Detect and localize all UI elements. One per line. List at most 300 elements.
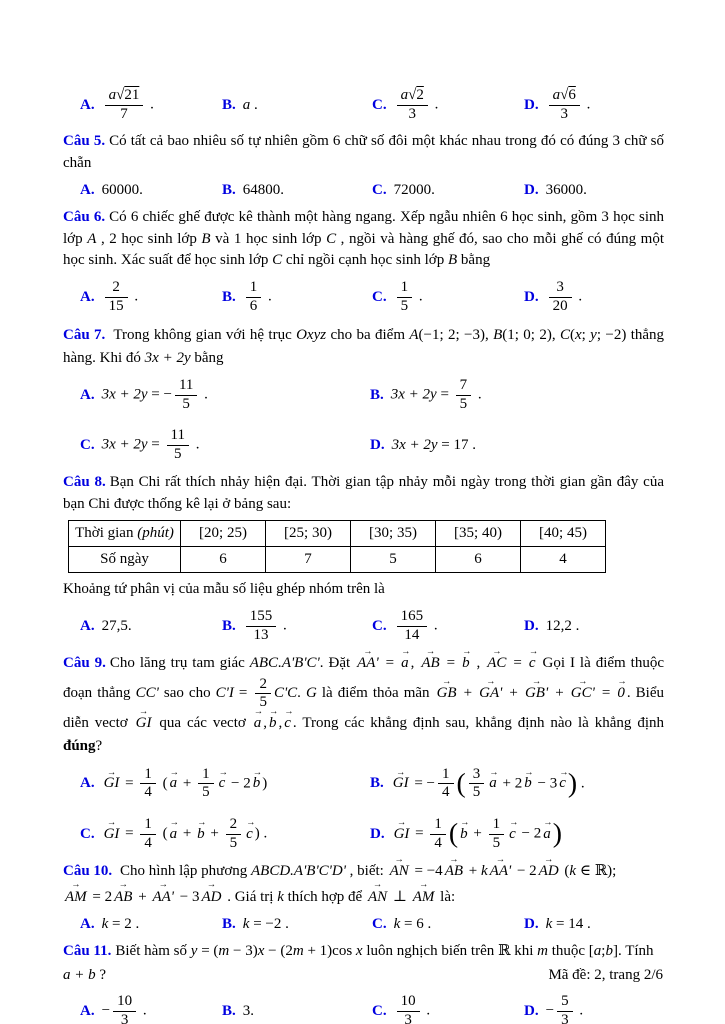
text: = — [596, 685, 616, 702]
denominator: 5 — [259, 694, 267, 711]
option-value — [546, 993, 583, 1024]
vector-aa: AA' → — [490, 860, 512, 883]
option-label: C. — [80, 437, 95, 454]
text: ) — [262, 775, 268, 792]
text: . — [422, 1002, 431, 1019]
option-value — [243, 97, 258, 114]
question-10-line2 — [63, 886, 664, 909]
math-var: A — [409, 326, 419, 343]
text: = — [508, 655, 527, 672]
math-var: 3x + 2y — [101, 437, 148, 453]
denominator: 4 — [144, 784, 152, 801]
math-var: 3x + 2y — [101, 386, 148, 403]
text: , — [263, 715, 267, 731]
text: Có 6 chiếc ghế được kê thành một hàng ngang. Xếp ngẫu nhiên 6 học sinh, gồm 3 học sinh lớp — [63, 208, 664, 247]
math-var: k — [393, 915, 401, 932]
fraction — [397, 993, 420, 1024]
table-cell: [35; 40) — [436, 521, 521, 547]
numerator: 1 — [198, 766, 214, 785]
numerator: 1 — [397, 279, 413, 298]
question-text — [63, 327, 664, 366]
table-cell: 5 — [351, 547, 436, 573]
math-var: b — [605, 942, 613, 959]
option-label: D. — [370, 437, 385, 454]
fraction — [175, 377, 197, 413]
option-label: C. — [372, 96, 387, 113]
text: . Trong các khẳng định sau, khẳng định nào là khẳng định — [292, 715, 665, 731]
math-var: k — [545, 915, 553, 932]
numerator: 10 — [113, 993, 136, 1012]
option-value — [391, 766, 585, 802]
text: = 14 . — [552, 915, 591, 932]
numerator — [105, 87, 144, 106]
text: 3. — [242, 1002, 255, 1019]
numerator: 1 — [140, 766, 156, 785]
option-label: A. — [80, 181, 95, 198]
option-a — [80, 993, 222, 1024]
option-b — [222, 608, 372, 644]
vector-a: a → — [170, 775, 178, 792]
option-value — [102, 766, 268, 802]
math-var: x — [574, 326, 582, 343]
table-header-cell — [69, 521, 181, 547]
question-label: Câu 5. — [63, 133, 106, 150]
option-label: C. — [372, 617, 387, 634]
math-var: k — [480, 863, 488, 880]
page-content — [63, 80, 664, 1024]
question-text — [116, 863, 616, 879]
option-c — [80, 816, 370, 852]
text: . Biểu diễn vectơ — [63, 685, 664, 731]
text: . — [430, 617, 438, 634]
fraction — [113, 993, 136, 1024]
option-a — [80, 87, 222, 123]
option-a — [80, 279, 222, 315]
option-label: D. — [524, 288, 539, 305]
text: = — [147, 437, 164, 453]
option-value — [102, 916, 140, 933]
vector-ad: AD → — [201, 886, 221, 909]
option-value — [392, 816, 562, 852]
text: . — [577, 775, 585, 792]
option-label: C. — [372, 915, 387, 932]
text: , — [410, 655, 420, 672]
text: là điểm thỏa mãn — [316, 685, 435, 702]
numerator: 7 — [456, 377, 472, 396]
vector-a: a → — [254, 712, 262, 735]
option-label: A. — [80, 96, 95, 113]
math-var: a — [108, 87, 117, 103]
option-label: D. — [524, 181, 539, 198]
parenthesis: ) — [567, 767, 578, 799]
question-10-options — [63, 916, 664, 933]
option-b — [370, 766, 681, 802]
option-d — [370, 816, 681, 852]
math-var: a — [593, 942, 602, 959]
text: . Giá trị — [223, 888, 278, 905]
option-label: B. — [222, 617, 236, 634]
question-7-options — [63, 377, 664, 464]
text: Thời gian — [75, 525, 138, 542]
option-c — [372, 608, 524, 644]
q8-frequency-table — [68, 520, 606, 573]
text: − 2 — [517, 825, 542, 842]
text: ; −2) thẳng hàng. Khi đó — [63, 326, 665, 366]
question-6 — [63, 207, 664, 272]
text: + — [206, 825, 223, 842]
option-label: B. — [222, 96, 236, 113]
text: 72000. — [393, 181, 435, 198]
text: . — [191, 437, 200, 453]
table-cell: 4 — [521, 547, 606, 573]
fraction — [198, 766, 214, 802]
fraction — [489, 816, 505, 852]
vector-am: AM → — [413, 886, 435, 909]
text: ( — [158, 775, 168, 792]
text: ( — [158, 825, 168, 842]
fraction — [246, 608, 277, 644]
sqrt — [408, 87, 424, 103]
vector-b: b → — [524, 775, 532, 792]
option-label: B. — [370, 775, 384, 792]
text: 60000. — [101, 181, 143, 198]
fraction — [397, 279, 413, 315]
option-value — [394, 916, 432, 933]
math-var: 3x + 2y — [390, 386, 437, 403]
text: = — [436, 386, 453, 403]
radical-sign: √ — [408, 87, 417, 103]
math-var: a + b — [63, 966, 96, 983]
text: , 2 học sinh lớp — [96, 230, 202, 247]
text: ]. Tính — [612, 942, 654, 959]
denominator: 4 — [442, 784, 450, 801]
table-cell: [20; 25) — [181, 521, 266, 547]
vector-c: c → — [559, 775, 566, 792]
vector-0: 0 → — [617, 682, 625, 705]
option-a — [80, 916, 222, 933]
fraction — [549, 279, 572, 315]
table-cell: [40; 45) — [521, 521, 606, 547]
vector-an: AN → — [368, 886, 387, 909]
text: = 6 . — [400, 915, 432, 932]
text: = — [233, 685, 253, 702]
math-var: C — [559, 326, 570, 343]
text: ? — [95, 738, 103, 755]
fraction — [549, 87, 580, 123]
text: ∈ ℝ); — [576, 863, 617, 880]
table-cell: [25; 30) — [266, 521, 351, 547]
denominator: 5 — [173, 446, 182, 463]
denominator: 3 — [120, 1011, 129, 1024]
math-var: 3x + 2y — [144, 349, 191, 366]
numerator: 11 — [167, 427, 189, 446]
numerator: 10 — [397, 993, 420, 1012]
option-label: B. — [222, 288, 236, 305]
fraction — [438, 766, 454, 802]
text: . Đặt — [319, 655, 356, 672]
option-value — [546, 182, 587, 199]
question-9 — [63, 652, 664, 758]
math-var: CC' — [135, 685, 159, 702]
question-8-options — [63, 608, 664, 644]
question-label: Câu 10. — [63, 863, 113, 880]
text: . — [575, 1002, 584, 1019]
question-label: Câu 9. — [63, 655, 106, 672]
text: + — [179, 775, 196, 792]
option-value — [102, 618, 132, 635]
option-c — [372, 87, 524, 123]
numerator: 11 — [175, 377, 197, 396]
option-label: A. — [80, 1002, 95, 1019]
vector-ga: GA' → — [479, 682, 502, 705]
numerator: 155 — [246, 608, 277, 627]
question-text — [63, 655, 664, 754]
text: . — [279, 617, 287, 634]
option-c — [372, 279, 524, 315]
option-d — [524, 916, 681, 933]
math-var: x — [257, 942, 265, 959]
text: chỉ ngồi cạnh học sinh lớp — [282, 252, 448, 269]
math-var: ABCD.A'B'C'D' — [251, 863, 346, 880]
math-var: m — [292, 942, 304, 959]
math-var: B — [201, 230, 211, 247]
option-label: B. — [222, 181, 236, 198]
text: , ngồi và hàng ghế đó, sao cho mỗi ghế có đúng một học sinh. Xác suất để học sinh lớp — [63, 230, 665, 269]
math-var: C — [326, 230, 337, 247]
text: − 2 — [513, 863, 537, 880]
text: Trong không gian với hệ trục — [109, 326, 297, 343]
numerator: 1 — [438, 766, 454, 785]
option-label: D. — [524, 96, 539, 113]
text: = −4 — [410, 863, 443, 880]
math-var: m — [537, 942, 548, 959]
denominator: 14 — [404, 626, 420, 643]
text: ; — [601, 942, 606, 959]
question-11 — [63, 941, 664, 963]
denominator: 4 — [144, 834, 152, 851]
option-d — [524, 618, 681, 635]
fraction — [469, 766, 485, 802]
option-value — [394, 182, 435, 199]
text: . — [200, 386, 208, 403]
text: − 3 — [175, 888, 200, 905]
denominator: 4 — [434, 834, 442, 851]
text: + — [458, 685, 478, 702]
text: ( — [560, 863, 570, 880]
q8-after-table-text: Khoảng tứ phân vị của mẫu số liệu ghép nhóm trên là — [63, 581, 385, 598]
numerator: 1 — [430, 816, 446, 835]
text: thuộc [ — [547, 942, 594, 959]
text: = 2 — [88, 888, 113, 905]
fraction — [246, 279, 262, 315]
math-var: (phút) — [137, 525, 174, 542]
text: sao cho — [158, 685, 216, 702]
parenthesis: ) — [552, 818, 562, 850]
question-11-options — [63, 993, 664, 1024]
text: = — [441, 655, 461, 672]
option-label: B. — [222, 915, 236, 932]
vector-c: c → — [529, 652, 536, 675]
fraction — [397, 87, 428, 123]
text: = — [121, 825, 138, 842]
denominator: 5 — [492, 834, 501, 851]
option-value — [243, 1003, 254, 1020]
question-text — [63, 209, 664, 269]
text: = ( — [197, 942, 219, 959]
vector-ab: AB → — [114, 886, 132, 909]
option-label: A. — [80, 617, 95, 634]
sqrt — [560, 87, 576, 103]
math-var: y — [190, 942, 198, 959]
denominator: 5 — [400, 297, 409, 314]
table-row — [69, 547, 606, 573]
text: = — [411, 825, 428, 842]
vector-gi: GI → — [136, 712, 152, 735]
text: − 2 — [227, 775, 251, 792]
fraction — [397, 608, 428, 644]
vector-a: a → — [401, 652, 409, 675]
vector-a: a → — [543, 826, 551, 843]
text: ? — [95, 966, 107, 983]
numerator: 2 — [255, 676, 271, 695]
option-label: C. — [372, 288, 387, 305]
question-text — [115, 943, 653, 959]
question-5 — [63, 131, 664, 175]
option-label: C. — [372, 181, 387, 198]
math-var: G — [305, 685, 317, 702]
option-c — [372, 182, 524, 199]
text: 64800. — [242, 181, 285, 198]
text: cho ba điểm — [326, 326, 410, 343]
vector-aa: AA' → — [152, 886, 174, 909]
vector-ab: AB → — [421, 652, 439, 675]
text: ) . — [254, 825, 268, 842]
option-label: D. — [370, 825, 385, 842]
option-value — [243, 182, 284, 199]
text: Cho hình lập phương — [116, 863, 251, 880]
vector-aa: AA' → — [357, 652, 379, 675]
text: . — [130, 288, 139, 305]
option-value — [546, 87, 591, 123]
numerator — [549, 87, 580, 106]
option-value — [243, 916, 289, 933]
text: qua các vectơ — [153, 715, 252, 731]
math-var: y — [590, 326, 597, 343]
numerator: 3 — [549, 279, 572, 298]
option-b — [222, 182, 372, 199]
text: , — [471, 655, 486, 672]
vector-gc: GC' → — [571, 682, 595, 705]
sqrt — [116, 87, 139, 103]
vector-gi: GI → — [394, 826, 410, 843]
vector-gi: GI → — [104, 826, 120, 843]
option-d — [524, 993, 681, 1024]
option-value — [394, 608, 438, 644]
text: = 2 . — [108, 915, 140, 932]
option-value — [391, 377, 482, 413]
numerator: 1 — [140, 816, 156, 835]
option-value — [243, 279, 272, 315]
vector-b: b → — [269, 712, 277, 735]
question-label: Câu 8. — [63, 473, 106, 490]
option-b — [222, 916, 372, 933]
math-var: A — [87, 230, 97, 247]
math-var: 3x + 2y — [391, 437, 438, 454]
option-label: A. — [80, 288, 95, 305]
option-a — [80, 766, 370, 802]
table-cell: 6 — [181, 547, 266, 573]
parenthesis: ( — [448, 818, 459, 850]
text: + — [504, 685, 523, 702]
text: 36000. — [545, 181, 587, 198]
text: + — [179, 825, 196, 842]
table-cell: 6 — [436, 547, 521, 573]
option-c — [372, 916, 524, 933]
math-var: C'I — [215, 685, 234, 702]
vector-c: c → — [284, 712, 291, 735]
text: . — [139, 1002, 147, 1019]
option-label: A. — [80, 915, 95, 932]
text: . — [415, 288, 423, 305]
text: 27,5. — [101, 617, 132, 634]
denominator: 7 — [120, 105, 128, 122]
fraction — [105, 279, 128, 315]
text: Gọi I là điểm thuộc đoạn thẳng — [63, 655, 665, 702]
option-label: A. — [80, 386, 95, 403]
radical-sign: √ — [116, 87, 125, 103]
vector-b: b → — [197, 826, 205, 843]
question-5-options — [63, 182, 664, 199]
option-c — [372, 993, 524, 1024]
vector-gi: GI → — [393, 775, 409, 792]
option-label: C. — [372, 1002, 387, 1019]
denominator: 3 — [408, 105, 416, 122]
option-value — [546, 916, 591, 933]
text: + — [469, 825, 486, 842]
denominator: 3 — [561, 1011, 569, 1024]
option-value — [102, 816, 268, 852]
denominator: 5 — [229, 834, 238, 851]
option-value — [102, 377, 208, 413]
numerator: 1 — [489, 816, 505, 835]
option-value — [102, 87, 154, 123]
question-label: Câu 11. — [63, 942, 112, 959]
text: + — [134, 888, 151, 905]
radical-sign: √ — [560, 87, 569, 103]
text: = −2 . — [249, 915, 289, 932]
denominator: 13 — [253, 626, 269, 643]
option-value — [102, 182, 143, 199]
text: 12,2 . — [545, 617, 580, 634]
math-var: k — [277, 888, 284, 905]
text: . — [297, 685, 306, 702]
option-value — [392, 437, 476, 454]
text: và 1 học sinh lớp — [210, 230, 327, 247]
text: . — [574, 288, 583, 305]
text: Có tất cả bao nhiêu số tự nhiên gồm 6 chữ số đôi một khác nhau trong đó có đúng 3 chữ số chẵn — [63, 133, 664, 172]
option-value — [394, 279, 423, 315]
vector-ad: AD → — [539, 860, 559, 883]
denominator: 6 — [249, 297, 258, 314]
denominator: 5 — [202, 784, 210, 801]
text: = — [380, 655, 400, 672]
question-6-options — [63, 279, 664, 315]
text: − 3) — [229, 942, 258, 959]
table-cell: 7 — [266, 547, 351, 573]
numerator: 1 — [246, 279, 262, 298]
option-b — [222, 279, 372, 315]
text: + — [550, 685, 569, 702]
